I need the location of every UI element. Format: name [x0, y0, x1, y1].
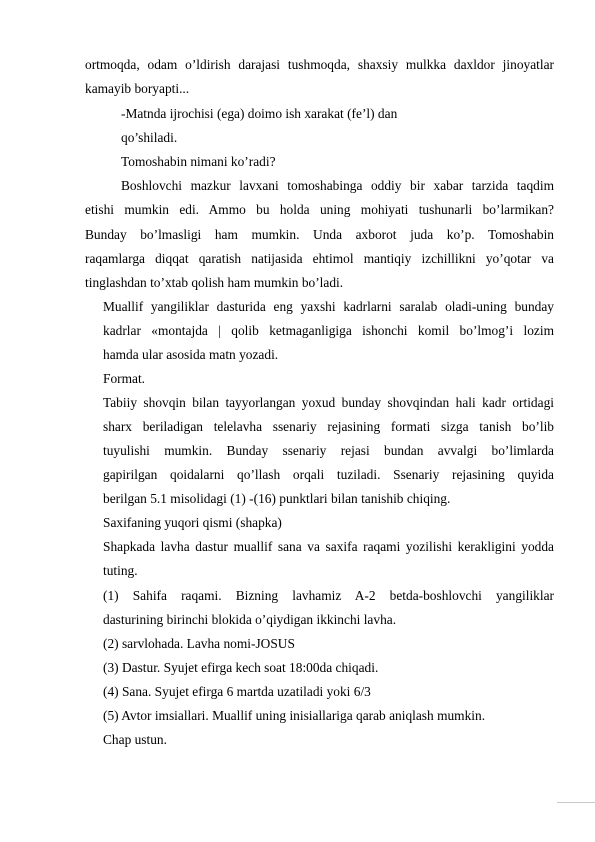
text-line-8: Bunday bo’lmasligi ham mumkin. Unda axborot juda ko’p. Tomoshabin: [85, 227, 554, 242]
text-line-10: tinglashdan to’xtab qolish ham mumkin bo’ladi.: [85, 275, 344, 290]
text-line-12: kadrlar «montajda | qolib ketmaganligiga ishonchi komil bo’lmog’i lozim: [103, 323, 554, 338]
text-line-27: (4) Sana. Syujet efirga 6 martda uzatiladi yoki 6/3: [103, 684, 371, 699]
text-line-25: (2) sarvlohada. Lavha nomi-JOSUS: [103, 636, 295, 651]
text-line-4: qo’shiladi.: [121, 130, 178, 145]
text-line-26: (3) Dastur. Syujet efirga kech soat 18:00da chiqadi.: [103, 660, 379, 675]
text-line-16: sharx beriladigan telelavha ssenariy rejasining formati sizga tanish bo’lib: [103, 419, 554, 434]
text-line-22: tuting.: [103, 563, 138, 578]
footer-divider: [557, 802, 595, 803]
text-line-6: Boshlovchi mazkur lavxani tomoshabinga oddiy bir xabar tarzida taqdim: [121, 178, 554, 193]
text-line-3: -Matnda ijrochisi (ega) doimo ish xarakat (fe’l) dan: [121, 106, 398, 121]
text-line-28: (5) Avtor imsiallari. Muallif uning inisiallariga qarab aniqlash mumkin.: [103, 708, 486, 723]
text-line-29: Chap ustun.: [103, 732, 167, 747]
text-line-9: raqamlarga diqqat qaratish natijasida ehtimol mantiqiy izchillikni yo’qotar va: [85, 251, 554, 266]
text-line-19: berilgan 5.1 misolidagi (1) -(16) punktlari bilan tanishib chiqing.: [103, 491, 451, 506]
text-line-1: ortmoqda, odam o’ldirish darajasi tushmoqda, shaxsiy mulkka daxldor jinoyatlar: [85, 57, 554, 72]
text-line-5: Tomoshabin nimani ko’radi?: [121, 154, 276, 169]
text-line-7: etishi mumkin edi. Ammo bu holda uning mohiyati tushunarli bo’larmikan?: [85, 202, 554, 217]
text-line-23: (1) Sahifa raqami. Bizning lavhamiz A-2 betda-boshlovchi yangiliklar: [103, 588, 554, 603]
text-line-17: tuyulishi mumkin. Bunday ssenariy rejasi bundan avvalgi bo’limlarda: [103, 443, 554, 458]
text-line-24: dasturining birinchi blokida o’qiydigan ikkinchi lavha.: [103, 612, 397, 627]
text-line-11: Muallif yangiliklar dasturida eng yaxshi kadrlarni saralab oladi-uning bunday: [103, 299, 554, 314]
text-line-21: Shapkada lavha dastur muallif sana va saxifa raqami yozilishi kerakligini yodda: [103, 539, 554, 554]
text-line-2: kamayib boryapti...: [85, 81, 190, 96]
text-line-15: Tabiiy shovqin bilan tayyorlangan yoxud bunday shovqindan hali kadr ortidagi: [103, 395, 554, 410]
text-line-13: hamda ular asosida matn yozadi.: [103, 347, 279, 362]
text-line-14: Format.: [103, 371, 146, 386]
text-line-20: Saxifaning yuqori qismi (shapka): [103, 515, 282, 530]
text-line-18: gapirilgan qoidalarni qo’llash orqali tuziladi. Ssenariy rejasining quyida: [103, 467, 554, 482]
